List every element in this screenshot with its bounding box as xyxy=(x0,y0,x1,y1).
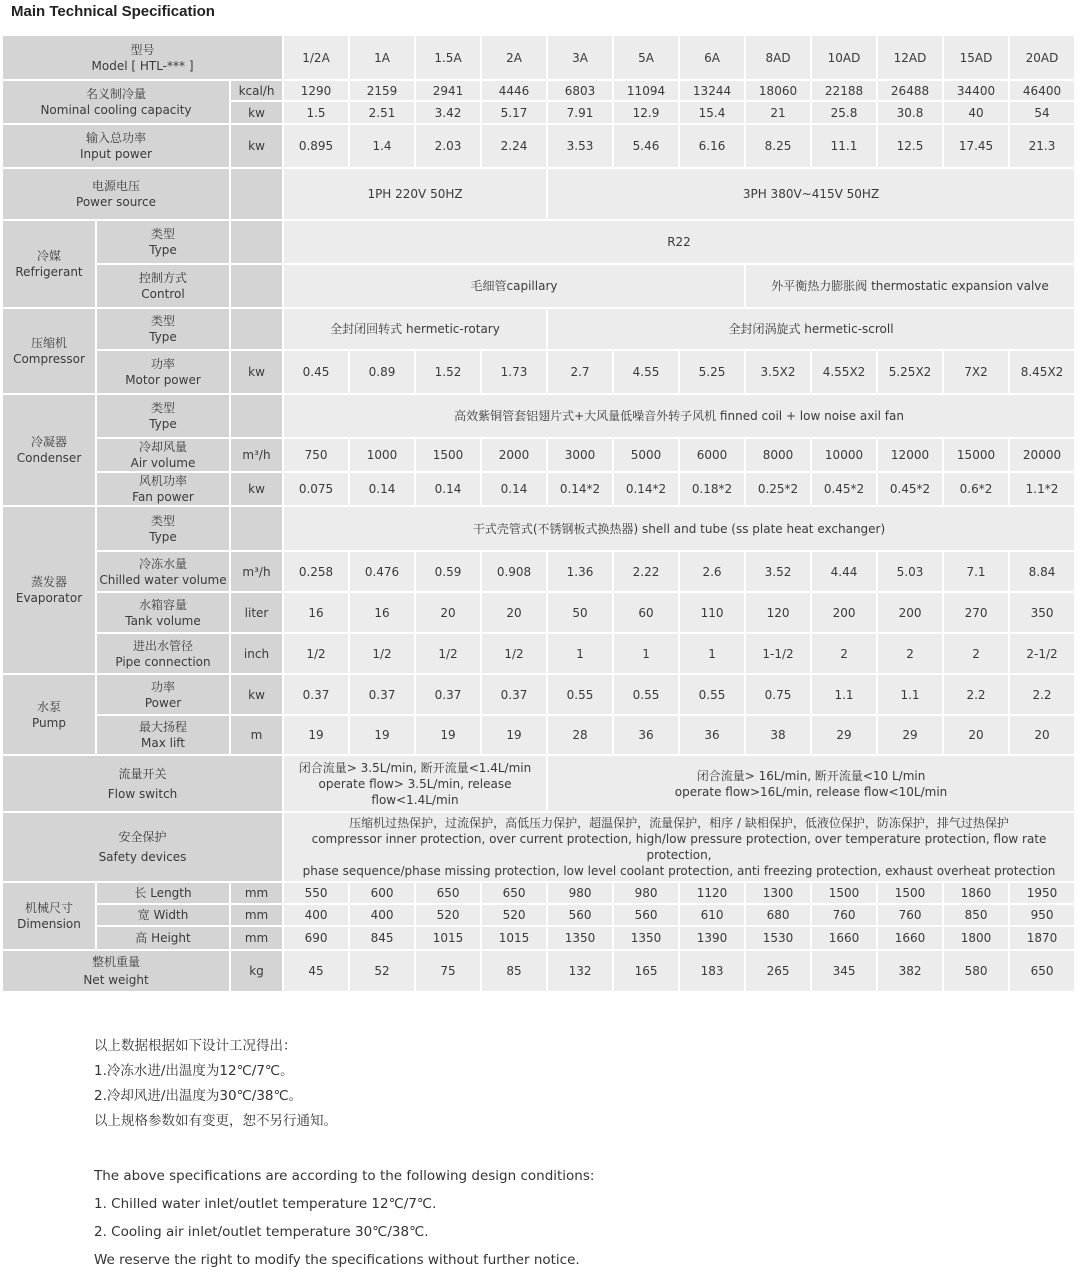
value-cell: 1015 xyxy=(481,926,547,950)
value-cell: 0.55 xyxy=(547,674,613,715)
note-line: 2. Cooling air inlet/outlet temperature 30℃/38℃. xyxy=(94,1224,429,1240)
power-source-label: 电源电压 Power source xyxy=(2,168,230,220)
value-cell: 0.25*2 xyxy=(745,472,811,506)
value-cell: 0.18*2 xyxy=(679,472,745,506)
value-cell: 75 xyxy=(415,950,481,992)
input-power-label: 输入总功率 Input power xyxy=(2,124,230,168)
model-cell: 1.5A xyxy=(415,35,481,80)
design-notes xyxy=(94,1034,594,1274)
value-cell: 0.75 xyxy=(745,674,811,715)
value-cell: 1015 xyxy=(415,926,481,950)
value-cell: 0.14*2 xyxy=(613,472,679,506)
value-cell: 1-1/2 xyxy=(745,633,811,674)
value-cell: 11.1 xyxy=(811,124,877,168)
value-cell: 560 xyxy=(613,904,679,926)
dimension-height-label: 高 Height xyxy=(96,926,230,950)
note-line: 以上规格参数如有变更，恕不另行通知。 xyxy=(94,1113,337,1129)
unit-cell: m³/h xyxy=(230,551,283,592)
evaporator-chilled-label: 冷冻水量 Chilled water volume xyxy=(96,551,230,592)
note-line: 以上数据根据如下设计工况得出： xyxy=(94,1038,297,1054)
value-cell: 45 xyxy=(283,950,349,992)
value-cell: 270 xyxy=(943,592,1009,633)
value-cell: 2.2 xyxy=(943,674,1009,715)
value-cell: 0.59 xyxy=(415,551,481,592)
value-cell: 2.7 xyxy=(547,350,613,394)
value-cell: 110 xyxy=(679,592,745,633)
evaporator-type-value: 干式壳管式(不锈钢板式换热器) shell and tube (ss plate heat exchanger) xyxy=(283,506,1075,551)
value-cell: 1 xyxy=(613,633,679,674)
value-cell: 2 xyxy=(811,633,877,674)
value-cell: 38 xyxy=(745,715,811,755)
value-cell: 7.91 xyxy=(547,101,613,124)
safety-devices-value: 压缩机过热保护，过流保护，高低压力保护，超温保护，流量保护，相序 / 缺相保护，低液位保护，防冻保护，排气过热保护 compressor inner protection, over current protection, high/low pressure protection, over temperature protection, flow rate protection, phase sequence/phase missing protection, low level coolant protection, anti freezing protection, exhaust overheat protection xyxy=(283,812,1075,882)
control-expansion-valve: 外平衡热力膨胀阀 thermostatic expansion valve xyxy=(745,264,1075,308)
model-cell: 5A xyxy=(613,35,679,80)
value-cell: 0.14 xyxy=(481,472,547,506)
value-cell: 3.52 xyxy=(745,551,811,592)
value-cell: 200 xyxy=(877,592,943,633)
value-cell: 0.14 xyxy=(349,472,415,506)
value-cell: 30.8 xyxy=(877,101,943,124)
value-cell: 1350 xyxy=(613,926,679,950)
refrigerant-type-value: R22 xyxy=(283,220,1075,264)
safety-label: 安全保护 Safety devices xyxy=(2,812,283,882)
value-cell: 950 xyxy=(1009,904,1075,926)
value-cell: 5000 xyxy=(613,438,679,472)
value-cell: 345 xyxy=(811,950,877,992)
value-cell: 8000 xyxy=(745,438,811,472)
unit-cell: kw xyxy=(230,472,283,506)
value-cell: 610 xyxy=(679,904,745,926)
pump-lift-row xyxy=(2,715,1075,755)
value-cell: 2159 xyxy=(349,80,415,101)
value-cell: 0.075 xyxy=(283,472,349,506)
value-cell: 3.5X2 xyxy=(745,350,811,394)
weight-row xyxy=(2,950,1075,992)
value-cell: 12.5 xyxy=(877,124,943,168)
value-cell: 1.73 xyxy=(481,350,547,394)
value-cell: 19 xyxy=(415,715,481,755)
value-cell: 0.45*2 xyxy=(877,472,943,506)
value-cell: 25.8 xyxy=(811,101,877,124)
unit-cell: mm xyxy=(230,904,283,926)
value-cell: 980 xyxy=(613,882,679,904)
value-cell: 520 xyxy=(415,904,481,926)
value-cell: 1/2 xyxy=(481,633,547,674)
unit-cell xyxy=(230,308,283,350)
value-cell: 120 xyxy=(745,592,811,633)
compressor-motor-label: 功率 Motor power xyxy=(96,350,230,394)
value-cell: 4446 xyxy=(481,80,547,101)
value-cell: 183 xyxy=(679,950,745,992)
value-cell: 7X2 xyxy=(943,350,1009,394)
value-cell: 1120 xyxy=(679,882,745,904)
value-cell: 165 xyxy=(613,950,679,992)
value-cell: 0.37 xyxy=(481,674,547,715)
value-cell: 680 xyxy=(745,904,811,926)
value-cell: 400 xyxy=(349,904,415,926)
unit-cell: m xyxy=(230,715,283,755)
value-cell: 1290 xyxy=(283,80,349,101)
model-cell: 3A xyxy=(547,35,613,80)
value-cell: 1.5 xyxy=(283,101,349,124)
pump-lift-label: 最大扬程 Max lift xyxy=(96,715,230,755)
unit-cell: kw xyxy=(230,350,283,394)
safety-row xyxy=(2,812,1075,882)
value-cell: 20 xyxy=(481,592,547,633)
value-cell: 1500 xyxy=(877,882,943,904)
value-cell: 650 xyxy=(481,882,547,904)
model-cell: 1A xyxy=(349,35,415,80)
value-cell: 1870 xyxy=(1009,926,1075,950)
value-cell: 265 xyxy=(745,950,811,992)
unit-cell: kw xyxy=(230,101,283,124)
value-cell: 10000 xyxy=(811,438,877,472)
pump-power-row xyxy=(2,674,1075,715)
value-cell: 2 xyxy=(943,633,1009,674)
value-cell: 5.25X2 xyxy=(877,350,943,394)
dimension-group: 机械尺寸 Dimension xyxy=(2,882,96,950)
condenser-group: 冷凝器 Condenser xyxy=(2,394,96,506)
value-cell: 85 xyxy=(481,950,547,992)
compressor-motor-row xyxy=(2,350,1075,394)
value-cell: 19 xyxy=(349,715,415,755)
value-cell: 0.908 xyxy=(481,551,547,592)
dimension-length-row xyxy=(2,882,1075,904)
unit-cell xyxy=(230,506,283,551)
compressor-group: 压缩机 Compressor xyxy=(2,308,96,394)
value-cell: 580 xyxy=(943,950,1009,992)
model-label: 型号 Model [ HTL-*** ] xyxy=(2,35,283,80)
page-title: Main Technical Specification xyxy=(11,3,215,20)
note-line: The above specifications are according to the following design conditions: xyxy=(94,1168,595,1184)
value-cell: 200 xyxy=(811,592,877,633)
refrigerant-control-row xyxy=(2,264,1075,308)
unit-cell: inch xyxy=(230,633,283,674)
evaporator-chilled-row xyxy=(2,551,1075,592)
unit-cell xyxy=(230,394,283,438)
flow-switch-row xyxy=(2,755,1075,812)
evaporator-type-row xyxy=(2,506,1075,551)
value-cell: 1.1*2 xyxy=(1009,472,1075,506)
value-cell: 2.51 xyxy=(349,101,415,124)
value-cell: 1860 xyxy=(943,882,1009,904)
unit-cell: kw xyxy=(230,124,283,168)
flow-switch-label: 流量开关 Flow switch xyxy=(2,755,283,812)
flow-switch-small: 闭合流量> 3.5L/min, 断开流量<1.4L/min operate flow> 3.5L/min, release flow<1.4L/min xyxy=(283,755,547,812)
value-cell: 0.37 xyxy=(415,674,481,715)
value-cell: 3.53 xyxy=(547,124,613,168)
value-cell: 11094 xyxy=(613,80,679,101)
value-cell: 2.2 xyxy=(1009,674,1075,715)
value-cell: 4.44 xyxy=(811,551,877,592)
value-cell: 54 xyxy=(1009,101,1075,124)
note-line: We reserve the right to modify the specifications without further notice. xyxy=(94,1252,580,1268)
value-cell: 1390 xyxy=(679,926,745,950)
value-cell: 1.52 xyxy=(415,350,481,394)
condenser-air-label: 冷却风量 Air volume xyxy=(96,438,230,472)
value-cell: 2941 xyxy=(415,80,481,101)
value-cell: 560 xyxy=(547,904,613,926)
input-power-row xyxy=(2,124,1075,168)
model-cell: 8AD xyxy=(745,35,811,80)
value-cell: 0.258 xyxy=(283,551,349,592)
model-cell: 2A xyxy=(481,35,547,80)
value-cell: 16 xyxy=(349,592,415,633)
value-cell: 382 xyxy=(877,950,943,992)
model-cell: 12AD xyxy=(877,35,943,80)
value-cell: 0.476 xyxy=(349,551,415,592)
value-cell: 0.895 xyxy=(283,124,349,168)
value-cell: 21.3 xyxy=(1009,124,1075,168)
value-cell: 650 xyxy=(1009,950,1075,992)
value-cell: 36 xyxy=(613,715,679,755)
evaporator-type-label: 类型 Type xyxy=(96,506,230,551)
value-cell: 21 xyxy=(745,101,811,124)
value-cell: 0.55 xyxy=(613,674,679,715)
value-cell: 5.17 xyxy=(481,101,547,124)
evaporator-pipe-label: 进出水管径 Pipe connection xyxy=(96,633,230,674)
dimension-width-label: 宽 Width xyxy=(96,904,230,926)
value-cell: 20 xyxy=(415,592,481,633)
value-cell: 1800 xyxy=(943,926,1009,950)
value-cell: 1500 xyxy=(415,438,481,472)
value-cell: 5.46 xyxy=(613,124,679,168)
evaporator-tank-label: 水箱容量 Tank volume xyxy=(96,592,230,633)
value-cell: 0.14 xyxy=(415,472,481,506)
compressor-rotary: 全封闭回转式 hermetic-rotary xyxy=(283,308,547,350)
model-cell: 1/2A xyxy=(283,35,349,80)
cooling-label: 名义制冷量 Nominal cooling capacity xyxy=(2,80,230,124)
value-cell: 2000 xyxy=(481,438,547,472)
value-cell: 34400 xyxy=(943,80,1009,101)
evaporator-tank-row xyxy=(2,592,1075,633)
evaporator-group: 蒸发器 Evaporator xyxy=(2,506,96,674)
model-row xyxy=(2,35,1075,80)
value-cell: 2-1/2 xyxy=(1009,633,1075,674)
control-capillary: 毛细管capillary xyxy=(283,264,745,308)
unit-cell xyxy=(230,168,283,220)
value-cell: 2.03 xyxy=(415,124,481,168)
value-cell: 46400 xyxy=(1009,80,1075,101)
value-cell: 0.45*2 xyxy=(811,472,877,506)
value-cell: 980 xyxy=(547,882,613,904)
value-cell: 1.36 xyxy=(547,551,613,592)
value-cell: 0.89 xyxy=(349,350,415,394)
value-cell: 36 xyxy=(679,715,745,755)
value-cell: 0.55 xyxy=(679,674,745,715)
evaporator-pipe-row xyxy=(2,633,1075,674)
value-cell: 0.14*2 xyxy=(547,472,613,506)
unit-cell: mm xyxy=(230,926,283,950)
value-cell: 845 xyxy=(349,926,415,950)
condenser-type-label: 类型 Type xyxy=(96,394,230,438)
value-cell: 15000 xyxy=(943,438,1009,472)
value-cell: 0.45 xyxy=(283,350,349,394)
value-cell: 6000 xyxy=(679,438,745,472)
value-cell: 50 xyxy=(547,592,613,633)
refrigerant-group: 冷媒 Refrigerant xyxy=(2,220,96,308)
value-cell: 17.45 xyxy=(943,124,1009,168)
value-cell: 4.55 xyxy=(613,350,679,394)
refrigerant-type-row xyxy=(2,220,1075,264)
value-cell: 16 xyxy=(283,592,349,633)
value-cell: 1660 xyxy=(877,926,943,950)
value-cell: 20 xyxy=(1009,715,1075,755)
unit-cell: liter xyxy=(230,592,283,633)
value-cell: 1/2 xyxy=(415,633,481,674)
compressor-type-label: 类型 Type xyxy=(96,308,230,350)
value-cell: 0.6*2 xyxy=(943,472,1009,506)
value-cell: 132 xyxy=(547,950,613,992)
value-cell: 760 xyxy=(877,904,943,926)
value-cell: 550 xyxy=(283,882,349,904)
value-cell: 3.42 xyxy=(415,101,481,124)
value-cell: 690 xyxy=(283,926,349,950)
value-cell: 12000 xyxy=(877,438,943,472)
condenser-type-row xyxy=(2,394,1075,438)
value-cell: 19 xyxy=(481,715,547,755)
value-cell: 350 xyxy=(1009,592,1075,633)
pump-group: 水泵 Pump xyxy=(2,674,96,755)
dimension-height-row xyxy=(2,926,1075,950)
value-cell: 6.16 xyxy=(679,124,745,168)
value-cell: 2.6 xyxy=(679,551,745,592)
value-cell: 15.4 xyxy=(679,101,745,124)
value-cell: 2.24 xyxy=(481,124,547,168)
value-cell: 850 xyxy=(943,904,1009,926)
dimension-length-label: 长 Length xyxy=(96,882,230,904)
spec-table xyxy=(1,34,1076,993)
unit-cell: kw xyxy=(230,674,283,715)
value-cell: 520 xyxy=(481,904,547,926)
value-cell: 29 xyxy=(811,715,877,755)
value-cell: 52 xyxy=(349,950,415,992)
value-cell: 40 xyxy=(943,101,1009,124)
value-cell: 12.9 xyxy=(613,101,679,124)
condenser-fan-row xyxy=(2,472,1075,506)
value-cell: 1.1 xyxy=(811,674,877,715)
value-cell: 1 xyxy=(547,633,613,674)
condenser-fan-label: 风机功率 Fan power xyxy=(96,472,230,506)
value-cell: 8.25 xyxy=(745,124,811,168)
value-cell: 8.45X2 xyxy=(1009,350,1075,394)
value-cell: 7.1 xyxy=(943,551,1009,592)
model-cell: 6A xyxy=(679,35,745,80)
pump-power-label: 功率 Power xyxy=(96,674,230,715)
value-cell: 19 xyxy=(283,715,349,755)
power-single-phase: 1PH 220V 50HZ xyxy=(283,168,547,220)
unit-cell: mm xyxy=(230,882,283,904)
power-three-phase: 3PH 380V~415V 50HZ xyxy=(547,168,1075,220)
value-cell: 6803 xyxy=(547,80,613,101)
value-cell: 2 xyxy=(877,633,943,674)
model-cell: 10AD xyxy=(811,35,877,80)
value-cell: 750 xyxy=(283,438,349,472)
value-cell: 0.37 xyxy=(349,674,415,715)
condenser-air-row xyxy=(2,438,1075,472)
value-cell: 3000 xyxy=(547,438,613,472)
value-cell: 22188 xyxy=(811,80,877,101)
value-cell: 20 xyxy=(943,715,1009,755)
value-cell: 2.22 xyxy=(613,551,679,592)
compressor-scroll: 全封闭涡旋式 hermetic-scroll xyxy=(547,308,1075,350)
unit-cell xyxy=(230,220,283,264)
power-source-row xyxy=(2,168,1075,220)
unit-cell: kg xyxy=(230,950,283,992)
cooling-kcal-row xyxy=(2,80,1075,101)
value-cell: 5.25 xyxy=(679,350,745,394)
model-cell: 15AD xyxy=(943,35,1009,80)
value-cell: 26488 xyxy=(877,80,943,101)
note-line: 1. Chilled water inlet/outlet temperature 12℃/7℃. xyxy=(94,1196,437,1212)
value-cell: 650 xyxy=(415,882,481,904)
value-cell: 1.1 xyxy=(877,674,943,715)
compressor-type-row xyxy=(2,308,1075,350)
value-cell: 1300 xyxy=(745,882,811,904)
value-cell: 8.84 xyxy=(1009,551,1075,592)
value-cell: 29 xyxy=(877,715,943,755)
value-cell: 5.03 xyxy=(877,551,943,592)
unit-cell xyxy=(230,264,283,308)
note-line: 2.冷却风进/出温度为30℃/38℃。 xyxy=(94,1088,303,1104)
dimension-width-row xyxy=(2,904,1075,926)
value-cell: 1500 xyxy=(811,882,877,904)
value-cell: 1350 xyxy=(547,926,613,950)
value-cell: 4.55X2 xyxy=(811,350,877,394)
value-cell: 13244 xyxy=(679,80,745,101)
value-cell: 18060 xyxy=(745,80,811,101)
model-cell: 20AD xyxy=(1009,35,1075,80)
value-cell: 400 xyxy=(283,904,349,926)
value-cell: 600 xyxy=(349,882,415,904)
refrigerant-control-label: 控制方式 Control xyxy=(96,264,230,308)
unit-cell: m³/h xyxy=(230,438,283,472)
value-cell: 1.4 xyxy=(349,124,415,168)
flow-switch-large: 闭合流量> 16L/min, 断开流量<10 L/min operate flow>16L/min, release flow<10L/min xyxy=(547,755,1075,812)
value-cell: 0.37 xyxy=(283,674,349,715)
value-cell: 28 xyxy=(547,715,613,755)
value-cell: 1950 xyxy=(1009,882,1075,904)
condenser-type-value: 高效紫铜管套铝翅片式+大风量低噪音外转子风机 finned coil + low noise axil fan xyxy=(283,394,1075,438)
value-cell: 1/2 xyxy=(349,633,415,674)
value-cell: 1530 xyxy=(745,926,811,950)
note-line: 1.冷冻水进/出温度为12℃/7℃。 xyxy=(94,1063,294,1079)
value-cell: 760 xyxy=(811,904,877,926)
value-cell: 60 xyxy=(613,592,679,633)
value-cell: 1000 xyxy=(349,438,415,472)
refrigerant-type-label: 类型 Type xyxy=(96,220,230,264)
unit-cell: kcal/h xyxy=(230,80,283,101)
weight-label: 整机重量 Net weight xyxy=(2,950,230,992)
value-cell: 1 xyxy=(679,633,745,674)
value-cell: 1660 xyxy=(811,926,877,950)
value-cell: 20000 xyxy=(1009,438,1075,472)
value-cell: 1/2 xyxy=(283,633,349,674)
